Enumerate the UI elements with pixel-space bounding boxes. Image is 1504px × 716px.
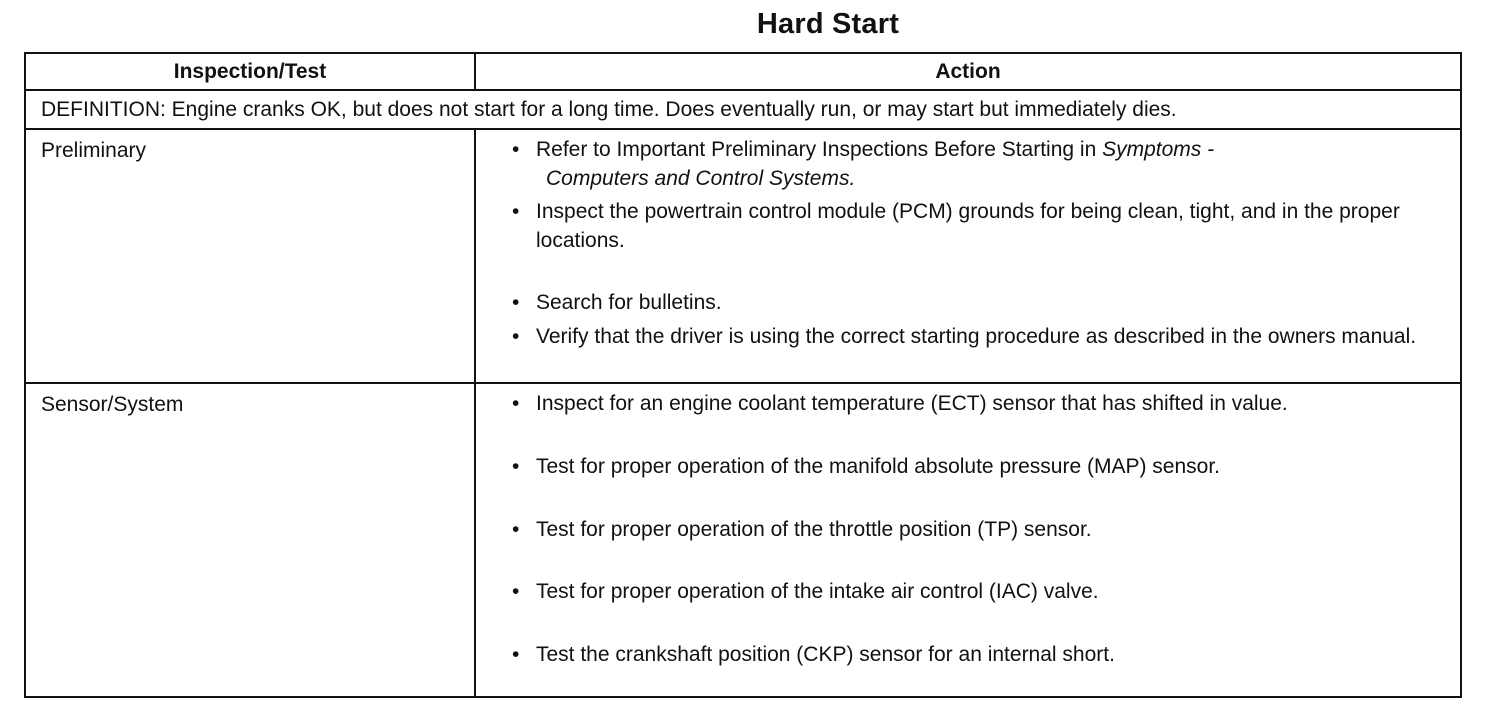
action-text: Inspect for an engine coolant temperature (ECT) sensor that has shifted in value.: [536, 392, 1288, 415]
table-row-sensor-system: [26, 384, 1460, 696]
bullet-icon: •: [512, 291, 520, 314]
list-item: [512, 322, 1450, 351]
list-item: [512, 515, 1450, 544]
bullet-icon: •: [512, 138, 520, 161]
list-item: [512, 452, 1450, 481]
action-text: Test for proper operation of the intake air control (IAC) valve.: [536, 580, 1099, 603]
action-text: Verify that the driver is using the correct starting procedure as described in the owners manual.: [536, 325, 1417, 348]
action-text: Inspect the powertrain control module (PCM) grounds for being clean, tight, and in the proper locations.: [536, 200, 1400, 252]
list-item: [512, 288, 1450, 317]
header-inspection-test: Inspection/Test: [26, 54, 476, 91]
bullet-icon: •: [512, 580, 520, 603]
list-item: [512, 640, 1450, 669]
page-title: Hard Start: [756, 8, 900, 40]
action-text: Test for proper operation of the throttle position (TP) sensor.: [536, 518, 1092, 541]
actions-sensor-system: [476, 384, 1460, 696]
bullet-icon: •: [512, 518, 520, 541]
table-row-preliminary: [26, 130, 1460, 384]
bullet-icon: •: [512, 643, 520, 666]
action-text: Test the crankshaft position (CKP) sensor for an internal short.: [536, 643, 1115, 666]
header-action: Action: [476, 54, 1460, 91]
list-item: [512, 135, 1450, 193]
hard-start-table: [24, 52, 1462, 698]
computers-reference: Computers and Control Systems.: [546, 167, 856, 190]
row-label-preliminary: Preliminary: [26, 130, 476, 382]
bullet-icon: •: [512, 455, 520, 478]
row-label-sensor-system: Sensor/System: [26, 384, 476, 696]
actions-preliminary: [476, 130, 1460, 382]
bullet-icon: •: [512, 325, 520, 348]
bullet-icon: •: [512, 200, 520, 223]
definition-row: DEFINITION: Engine cranks OK, but does not start for a long time. Does eventually run, or may start but immediately dies.: [26, 91, 1460, 130]
list-item: [512, 389, 1450, 418]
list-item: [512, 197, 1450, 255]
action-text: Search for bulletins.: [536, 291, 722, 314]
bullet-icon: •: [512, 392, 520, 415]
symptoms-reference: Symptoms -: [1102, 138, 1215, 161]
list-item: [512, 577, 1450, 606]
action-text: Refer to Important Preliminary Inspections Before Starting in: [536, 138, 1103, 161]
action-text: Test for proper operation of the manifold absolute pressure (MAP) sensor.: [536, 455, 1221, 478]
